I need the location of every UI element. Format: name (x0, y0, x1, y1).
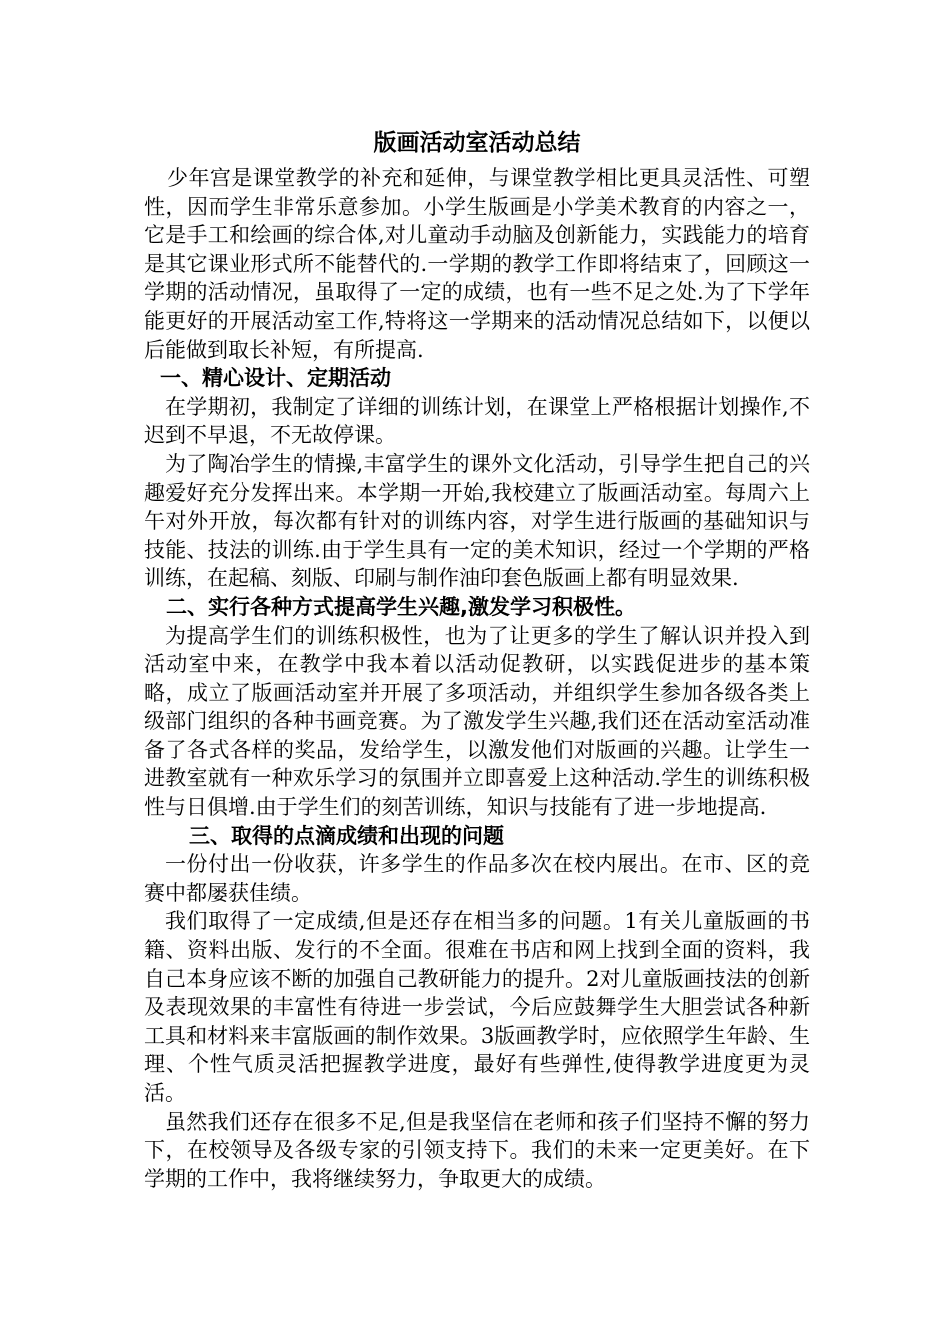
intro-paragraph: 少年宫是课堂教学的补充和延伸，与课堂教学相比更具灵活性、可塑性，因而学生非常乐意参加。小学生版画是小学美术教育的内容之一，它是手工和绘画的综合体,对儿童动手动脑及创新能力，实践能力的培育是其它课业形式所不能替代的.一学期的教学工作即将结束了，回顾这一学期的活动情况，虽取得了一定的成绩，也有一些不足之处.为了下学年能更好的开展活动室工作,特将这一学期来的活动情况总结如下，以便以后能做到取长补短，有所提高. (144, 166, 810, 362)
section-heading-3: 三、取得的点滴成绩和出现的问题 (189, 823, 504, 848)
section1-paragraph-2: 为了陶冶学生的情操,丰富学生的课外文化活动，引导学生把自己的兴趣爱好充分发挥出来。本学期一开始,我校建立了版画活动室。每周六上午对外开放，每次都有针对的训练内容，对学生进行版画的基础知识与技能、技法的训练.由于学生具有一定的美术知识，经过一个学期的严格训练，在起稿、刻版、印刷与制作油印套色版画上都有明显效果. (144, 451, 810, 591)
section3-paragraph-3: 虽然我们还存在很多不足,但是我坚信在老师和孩子们坚持不懈的努力下，在校领导及各级专家的引领支持下。我们的未来一定更美好。在下学期的工作中，我将继续努力，争取更大的成绩。 (144, 1109, 810, 1191)
document-page (144, 128, 810, 1193)
section-heading-2: 二、实行各种方式提高学生兴趣,激发学习积极性。 (166, 594, 636, 619)
section1-paragraph-1: 在学期初，我制定了详细的训练计划，在课堂上严格根据计划操作,不迟到不早退，不无故停课。 (144, 394, 810, 448)
section-heading-1: 一、精心设计、定期活动 (160, 366, 391, 391)
section3-paragraph-1: 一份付出一份收获，许多学生的作品多次在校内展出。在市、区的竞赛中都屡获佳绩。 (144, 852, 810, 905)
section2-paragraph-1: 为提高学生们的训练积极性，也为了让更多的学生了解认识并投入到活动室中来，在教学中我本着以活动促教研，以实践促进步的基本策略，成立了版画活动室并开展了多项活动，并组织学生参加各级各类上级部门组织的各种书画竞赛。为了激发学生兴趣,我们还在活动室活动准备了各式各样的奖品，发给学生，以激发他们对版画的兴趣。让学生一进教室就有一种欢乐学习的氛围并立即喜爱上这种活动.学生的训练积极性与日俱增.由于学生们的刻苦训练，知识与技能有了进一步地提高. (144, 623, 810, 820)
document-title: 版画活动室活动总结 (373, 130, 581, 156)
section3-paragraph-2: 我们取得了一定成绩,但是还存在相当多的问题。1有关儿童版画的书籍、资料出版、发行的不全面。很难在书店和网上找到全面的资料，我自己本身应该不断的加强自己教研能力的提升。2对儿童版画技法的创新及表现效果的丰富性有待进一步尝试，今后应鼓舞学生大胆尝试各种新工具和材料来丰富版画的制作效果。3版画教学时，应依照学生年龄、生理、个性气质灵活把握教学进度，最好有些弹性,使得教学进度更为灵活。 (144, 909, 810, 1105)
